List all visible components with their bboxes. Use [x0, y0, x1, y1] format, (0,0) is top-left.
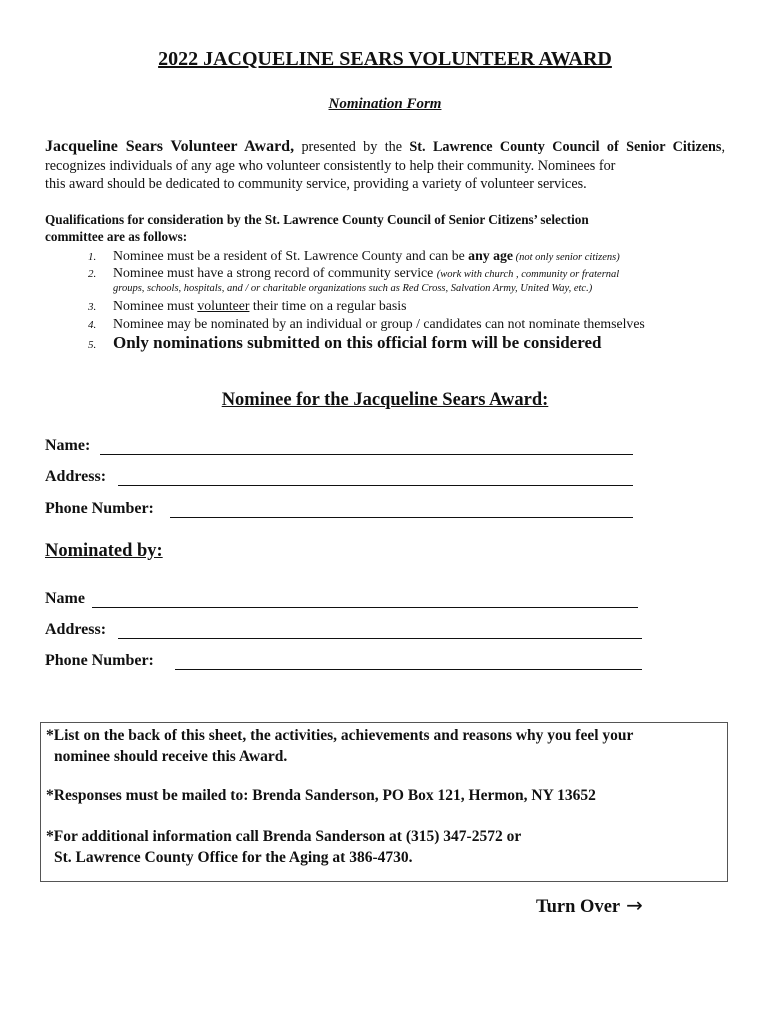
list-text: Nominee must: [113, 298, 198, 313]
council-name: St. Lawrence County Council of Senior Citizens: [409, 139, 722, 155]
list-number: 4.: [88, 319, 97, 331]
intro-rest-1: , recognizes individuals of any age who volunteer consistently to help their community. Nominees for: [45, 139, 725, 174]
nominator-name-field[interactable]: [92, 607, 638, 608]
qualifications-heading-line1: Qualifications for consideration by the St. Lawrence County Council of Senior Citizens’ selection: [45, 212, 589, 227]
list-number: 5.: [88, 339, 97, 351]
nominee-address-label: Address:: [45, 468, 107, 485]
qualifications-heading: [45, 211, 705, 245]
qualifications-heading-line2: committee are as follows:: [45, 229, 188, 244]
nominee-address-field[interactable]: [118, 485, 633, 486]
list-item: [88, 316, 728, 332]
note-info-line1: *For additional information call Brenda Sanderson at (315) 347-2572 or: [46, 828, 522, 845]
nominator-phone-label: Phone Number:: [45, 652, 154, 669]
list-text: Nominee must have a strong record of community service: [113, 265, 437, 280]
nominator-address-label: Address:: [45, 621, 107, 638]
list-number: 2.: [88, 268, 97, 280]
list-note: (not only senior citizens): [513, 252, 620, 263]
list-item: [88, 248, 728, 264]
intro-paragraph: [45, 138, 725, 194]
page-title: 2022 JACQUELINE SEARS VOLUNTEER AWARD: [158, 48, 612, 70]
note-mail: *Responses must be mailed to: Brenda Sanderson, PO Box 121, Hermon, NY 13652: [46, 787, 596, 804]
list-item: [88, 298, 728, 314]
nominated-by-heading: Nominated by:: [45, 541, 163, 561]
nominee-phone-label: Phone Number:: [45, 500, 154, 517]
nominee-section-heading: Nominee for the Jacqueline Sears Award:: [221, 390, 549, 410]
list-item: [88, 265, 728, 294]
note-list-line2: nominee should receive this Award.: [54, 748, 288, 765]
list-text: Nominee must be a resident of St. Lawrence County and can be: [113, 248, 469, 263]
nominee-phone-field[interactable]: [170, 517, 633, 518]
list-note: (work with church , community or fraternal: [436, 269, 620, 280]
list-text: Only nominations submitted on this official form will be considered: [113, 333, 602, 352]
note-list-back: [46, 725, 633, 767]
form-subtitle: Nomination Form: [328, 96, 442, 112]
list-number: 3.: [88, 301, 97, 313]
list-item: [88, 333, 728, 353]
list-bold: any age: [468, 248, 514, 263]
turn-over-label: Turn Over: [536, 897, 621, 917]
nominator-phone-field[interactable]: [175, 669, 642, 670]
intro-presented-by: presented by the: [294, 139, 410, 155]
nominee-name-label: Name:: [45, 437, 91, 454]
arrow-right-icon: →: [626, 893, 643, 917]
list-note-continued: groups, schools, hospitals, and / or charitable organizations such as Red Cross, Salvation Army, United Way, etc.): [113, 283, 593, 294]
list-text-after: their time on a regular basis: [249, 298, 407, 313]
nominator-name-label: Name: [45, 590, 85, 607]
list-number: 1.: [88, 251, 97, 263]
award-name: Jacqueline Sears Volunteer Award,: [45, 138, 295, 155]
intro-rest-2: this award should be dedicated to community service, providing a variety of volunteer services.: [45, 176, 587, 192]
note-list-line1: *List on the back of this sheet, the activities, achievements and reasons why you feel your: [46, 727, 634, 744]
turn-over: [536, 893, 643, 918]
note-info-line2: St. Lawrence County Office for the Aging at 386-4730.: [54, 849, 413, 866]
nominee-name-field[interactable]: [100, 454, 633, 455]
nominator-address-field[interactable]: [118, 638, 642, 639]
list-underlined: volunteer: [197, 298, 250, 313]
note-info: [46, 826, 521, 868]
list-text: Nominee may be nominated by an individual or group / candidates can not nominate themselves: [113, 316, 645, 331]
